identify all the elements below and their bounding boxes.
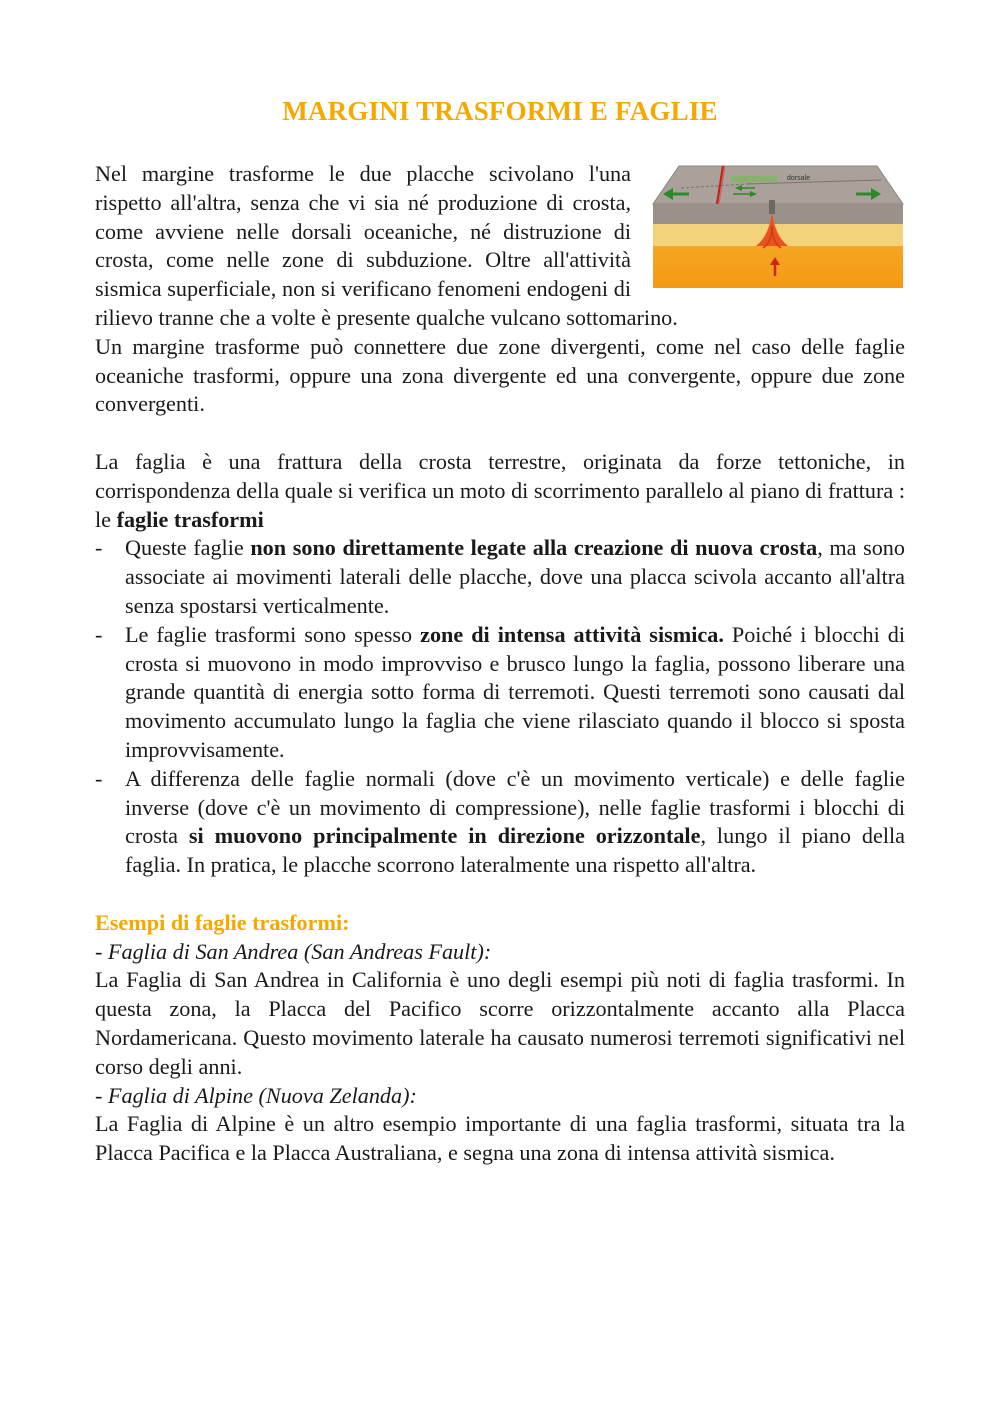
example-text-san-andrea: La Faglia di San Andrea in California è uno degli esempi più noti di faglia trasformi. In questa zona, la Placca del Pacifico scorre orizzontalmente accanto alla Placca Nordamericana. Questo movimento laterale ha causato numerosi terremoti significativi nel corso degli anni. bbox=[95, 967, 905, 1079]
faglia-definition bbox=[95, 448, 905, 534]
example-text-alpine: La Faglia di Alpine è un altro esempio importante di una faglia trasformi, situata tra la Placca Pacifica e la Placca Australiana, e segna una zona di intensa attività sismica. bbox=[95, 1111, 905, 1166]
esempi-heading: Esempi di faglie trasformi: bbox=[95, 909, 350, 935]
bullet-bold-text: non sono direttamente legate alla creazione di nuova crosta bbox=[250, 535, 818, 561]
bullet-text: A differenza delle faglie normali (dove c'è un movimento verticale) e delle faglie inverse (dove c'è un movimento di compressione), nelle faglie trasformi i blocchi di crosta bbox=[125, 765, 905, 849]
bullet-dash: - bbox=[95, 621, 103, 647]
bullet-bold-text: si muovono principalmente in direzione orizzontale bbox=[188, 823, 701, 849]
example-subheading-alpine: - Faglia di Alpine (Nuova Zelanda): bbox=[95, 1082, 417, 1108]
intro-paragraph-1: Nel margine trasforme le due placche scivolano l'una rispetto all'altra, senza che vi sia né produzione di crosta, come avviene nelle dorsali oceaniche, né distruzione di crosta, come nelle zone di subduzione. Oltre all'attività sismica superficiale, non si verificano fenomeni endogeni di rilievo tranne che a volte è presente qualche vulcano sottomarino. bbox=[95, 161, 678, 330]
example-subheading-san-andrea: - Faglia di San Andrea (San Andreas Fault): bbox=[95, 938, 492, 964]
list-item bbox=[95, 621, 905, 765]
bullet-text: Le faglie trasformi sono spesso bbox=[125, 621, 421, 647]
bullet-text: , ma sono associate ai movimenti laterali delle placche, dove una placca scivola accanto all'altra senza spostarsi verticalmente. bbox=[125, 535, 905, 618]
paragraph-gap bbox=[95, 880, 905, 909]
faglia-definition-text: La faglia è una frattura della crosta terrestre, originata da forze tettoniche, in corrispondenza della quale si verifica un moto di scorrimento parallelo al piano di frattura : le bbox=[95, 448, 905, 532]
bullet-text: , lungo il piano della faglia. In pratica, le placche scorrono lateralmente una rispetto all'altra. bbox=[125, 823, 906, 878]
paragraph-gap bbox=[95, 419, 905, 448]
dorsale-label: dorsale bbox=[787, 175, 810, 182]
bullet-bold-text: zone di intensa attività sismica. bbox=[420, 621, 724, 647]
list-item bbox=[95, 534, 905, 620]
bullet-text: Poiché i blocchi di crosta si muovono in modo improvviso e brusco lungo la faglia, possono liberare una grande quantità di energia sotto forma di terremoti. Questi terremoti sono causati dal movimento accumulato lungo la faglia che viene rilasciato quando il blocco si sposta improvvisamente. bbox=[125, 621, 905, 762]
bullet-dash: - bbox=[95, 535, 103, 561]
transform-margin-diagram bbox=[651, 162, 905, 288]
faglia-definition-bold: faglie trasformi bbox=[116, 506, 264, 532]
bullet-text: Queste faglie bbox=[125, 535, 251, 561]
intro-paragraph-2: Un margine trasforme può connettere due zone divergenti, come nel caso delle faglie oceaniche trasformi, oppure una zona divergente ed una convergente, oppure due zone convergenti. bbox=[95, 333, 905, 417]
bullet-dash: - bbox=[95, 765, 103, 791]
page-title: MARGINI TRASFORMI E FAGLIE bbox=[282, 96, 718, 126]
document-body bbox=[95, 160, 905, 1168]
list-item bbox=[95, 765, 905, 880]
faglie-bullet-list bbox=[95, 534, 905, 880]
